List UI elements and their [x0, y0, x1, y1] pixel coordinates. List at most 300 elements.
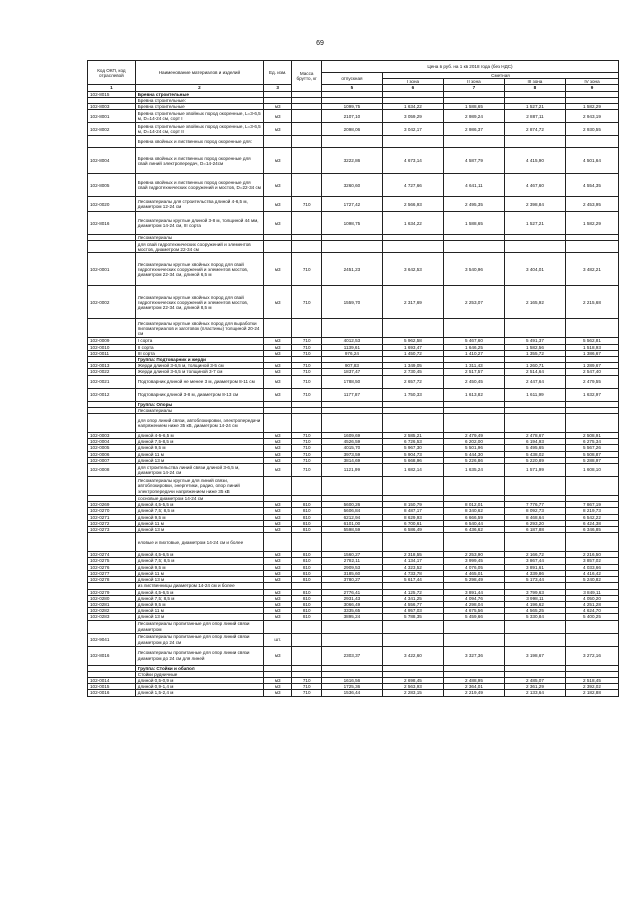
table-row [88, 136, 619, 148]
row-zone-2-price [443, 241, 504, 253]
row-zone-2-price: 5 298,49 [443, 577, 504, 583]
row-unit: м3 [263, 174, 291, 197]
row-name: длиной 7,5-8,5 м [135, 439, 263, 445]
row-code: 102-8015 [88, 91, 136, 97]
row-zone-1-price [382, 533, 443, 552]
row-zone-1-price: 5 668,96 [382, 457, 443, 463]
row-mass [292, 633, 321, 646]
row-zone-2-price: 4 076,05 [443, 564, 504, 570]
row-name: Лесоматериалы круглые хвойных пород для свай гидротехнических сооружений и элементов мостов, диаметром 22-34 см, длиной 6,5 м [135, 253, 263, 286]
row-name: Бревна строительные хвойных пород окоренные, L=3-6,5 м, D=14-24 см, сорт II [135, 123, 263, 136]
row-release-price: 3780,27 [321, 577, 382, 583]
row-unit: м3 [263, 558, 291, 564]
header-code: Код ОКП, код отраслевой [88, 61, 136, 85]
row-release-price: 1727,42 [321, 197, 382, 212]
row-name: длиной 11 м [135, 520, 263, 526]
row-code [88, 319, 136, 338]
row-mass: 810 [292, 558, 321, 564]
row-zone-3-price [504, 136, 565, 148]
row-zone-4-price: 2 518,45 [565, 677, 618, 683]
row-unit: м3 [263, 608, 291, 614]
row-release-price: 6101,00 [321, 520, 382, 526]
row-zone-3-price: 2 447,64 [504, 375, 565, 388]
row-zone-4-price: 4 416,42 [565, 570, 618, 576]
row-name: Группа: Подтоварник и жерди [135, 357, 263, 363]
row-code: 102-0283 [88, 614, 136, 620]
row-mass: 710 [292, 690, 321, 696]
row-zone-1-price: 4 733,78 [382, 570, 443, 576]
row-zone-4-price: 2 392,02 [565, 684, 618, 690]
row-release-price: 2098,06 [321, 123, 382, 136]
row-zone-2-price: 5 226,86 [443, 457, 504, 463]
row-unit [263, 533, 291, 552]
row-name: длиной 0,5-0,9 м [135, 677, 263, 683]
row-zone-4-price: 4 501,64 [565, 148, 618, 174]
header-name: Наименование материалов и изделий [135, 61, 263, 85]
row-zone-3-price: 2 887,11 [504, 110, 565, 123]
table-row [88, 148, 619, 174]
table-row [88, 464, 619, 477]
row-unit: м3 [263, 595, 291, 601]
row-zone-3-price [504, 533, 565, 552]
row-mass: 710 [292, 344, 321, 350]
row-zone-2-price: 2 495,35 [443, 197, 504, 212]
row-name: III сорта [135, 350, 263, 356]
row-zone-3-price: 4 196,62 [504, 601, 565, 607]
row-zone-1-price: 2 657,72 [382, 375, 443, 388]
row-code [88, 414, 136, 433]
row-mass: 810 [292, 514, 321, 520]
row-zone-2-price [443, 136, 504, 148]
row-zone-1-price: 3 042,17 [382, 123, 443, 136]
row-mass [292, 123, 321, 136]
row-unit: шт. [263, 633, 291, 646]
row-unit: м3 [263, 445, 291, 451]
row-zone-4-price [565, 136, 618, 148]
row-name: длиной 4,5-6,5 м [135, 589, 263, 595]
row-release-price [321, 136, 382, 148]
row-unit: м3 [263, 369, 291, 375]
row-name: Стойки рудничные [135, 671, 263, 677]
row-name: Подтоварник длиной 3-8 м, диаметром 8-13 см [135, 388, 263, 401]
row-zone-1-price [382, 620, 443, 633]
row-unit: м3 [263, 350, 291, 356]
row-zone-2-price: 4 298,04 [443, 601, 504, 607]
row-name: Жерди длиной 3-6,5 м толщиной 3-7 см [135, 369, 263, 375]
row-release-price: 3066,49 [321, 601, 382, 607]
row-release-price: 3185,60 [321, 570, 382, 576]
row-zone-4-price: 4 251,28 [565, 601, 618, 607]
table-row [88, 439, 619, 445]
row-code: 102-0001 [88, 253, 136, 286]
row-code: 102-8001 [88, 110, 136, 123]
row-zone-2-price: 6 540,44 [443, 520, 504, 526]
row-code: 102-0276 [88, 564, 136, 570]
row-zone-1-price: 2 318,55 [382, 552, 443, 558]
row-mass: 810 [292, 502, 321, 508]
row-name: Бревна строительные [135, 91, 263, 97]
row-zone-1-price: 1 450,72 [382, 350, 443, 356]
row-zone-2-price: 1 613,82 [443, 388, 504, 401]
row-release-price: 1098,75 [321, 212, 382, 235]
row-name: длиной 13 м [135, 457, 263, 463]
table-row [88, 197, 619, 212]
row-unit: м3 [263, 684, 291, 690]
row-name: Лесоматериалы круглые хвойных пород для свай гидротехнических сооружений и элементов мостов, диаметром 22-34 см, длиной 8,5 м [135, 286, 263, 319]
row-unit: м3 [263, 564, 291, 570]
row-mass: 710 [292, 253, 321, 286]
row-zone-3-price: 1 355,72 [504, 350, 565, 356]
row-zone-1-price: 1 634,22 [382, 212, 443, 235]
row-zone-1-price: 3 059,29 [382, 110, 443, 123]
row-zone-3-price: 5 438,02 [504, 451, 565, 457]
row-release-price: 1616,56 [321, 677, 382, 683]
row-unit: м3 [263, 433, 291, 439]
table-row [88, 174, 619, 197]
row-zone-3-price: 3 867,44 [504, 558, 565, 564]
row-name: Бревна хвойных и лиственных пород окоренные для свай линий электропередач, D=14-24см [135, 148, 263, 174]
row-code: 102-0282 [88, 608, 136, 614]
row-zone-4-price: 5 508,87 [565, 451, 618, 457]
row-name: еловые и пихтовые, диаметром 14-24 см и более [135, 533, 263, 552]
row-mass: 710 [292, 338, 321, 344]
row-zone-3-price: 1 527,21 [504, 104, 565, 110]
row-zone-1-price: 4 125,72 [382, 589, 443, 595]
row-release-price: 3335,65 [321, 608, 382, 614]
table-row [88, 552, 619, 558]
header-zone-4: IV зона [565, 79, 618, 85]
row-code [88, 136, 136, 148]
table-row [88, 633, 619, 646]
table-body [88, 91, 619, 696]
row-zone-3-price: 2 165,92 [504, 286, 565, 319]
row-zone-4-price: 1 518,93 [565, 344, 618, 350]
row-code: 102-0022 [88, 369, 136, 375]
row-zone-3-price: 4 415,90 [504, 148, 565, 174]
row-zone-1-price: 1 634,22 [382, 104, 443, 110]
row-code: 102-0269 [88, 502, 136, 508]
row-zone-3-price: 3 198,67 [504, 646, 565, 665]
table-row [88, 212, 619, 235]
row-mass: 710 [292, 451, 321, 457]
row-zone-3-price [504, 241, 565, 253]
row-zone-2-price: 2 253,07 [443, 286, 504, 319]
row-name: длиной 9,5 м [135, 445, 263, 451]
row-zone-2-price: 4 675,56 [443, 608, 504, 614]
row-release-price: 1139,61 [321, 344, 382, 350]
row-zone-3-price: 1 571,99 [504, 464, 565, 477]
row-mass [292, 533, 321, 552]
row-name: длиной 7,5; 8,5 м [135, 508, 263, 514]
row-name: Лесоматериалы круглые длиной 3-8 м, толщиной 44 мм, диаметром 14-24 см, III сорта [135, 212, 263, 235]
row-mass: 710 [292, 445, 321, 451]
row-zone-1-price: 5 904,73 [382, 451, 443, 457]
row-zone-3-price: 2 361,29 [504, 684, 565, 690]
row-zone-1-price [382, 633, 443, 646]
row-zone-3-price [504, 414, 565, 433]
col-number: 9 [565, 85, 618, 91]
row-zone-1-price: 2 698,45 [382, 677, 443, 683]
row-name: Лесоматериалы [135, 407, 263, 413]
row-zone-2-price: 2 488,95 [443, 677, 504, 683]
row-name: Лесоматериалы для строительства длиной 4-6,5 м, диаметром 12-24 см [135, 197, 263, 212]
row-unit: м3 [263, 338, 291, 344]
col-number: 8 [504, 85, 565, 91]
row-zone-4-price: 6 346,85 [565, 527, 618, 533]
row-release-price: 1788,50 [321, 375, 382, 388]
row-zone-4-price: 2 508,91 [565, 433, 618, 439]
row-zone-1-price: 6 700,61 [382, 520, 443, 526]
row-zone-1-price: 2 585,21 [382, 433, 443, 439]
row-name: длиной 11 м [135, 451, 263, 457]
row-name: длиной 0,9-1,4 м [135, 684, 263, 690]
row-code: 102-0007 [88, 457, 136, 463]
row-unit: м3 [263, 508, 291, 514]
row-name: Подтоварник длиной не менее 3 м, диаметром 8-11 см [135, 375, 263, 388]
row-zone-2-price: 1 646,25 [443, 344, 504, 350]
row-code: 102-0012 [88, 388, 136, 401]
row-unit: м3 [263, 690, 291, 696]
row-mass: 810 [292, 508, 321, 514]
row-zone-4-price: 1 386,67 [565, 350, 618, 356]
row-name: Бревна хвойных и лиственных пород окоренные для: [135, 136, 263, 148]
row-zone-1-price: 8 150,79 [382, 502, 443, 508]
table-row [88, 595, 619, 601]
row-release-price: 2931,43 [321, 595, 382, 601]
row-name: Лесоматериалы пропитанные для опор линии связи диаметром до 24 см для линей [135, 646, 263, 665]
row-name: длиной 11 м [135, 570, 263, 576]
row-unit: м3 [263, 375, 291, 388]
row-zone-1-price: 3 642,53 [382, 253, 443, 286]
row-zone-4-price: 3 857,02 [565, 558, 618, 564]
row-zone-1-price: 4 323,52 [382, 564, 443, 570]
row-release-price: 2451,23 [321, 253, 382, 286]
row-name: Бревна строительные: [135, 97, 263, 103]
row-release-price [321, 477, 382, 496]
table-row [88, 677, 619, 683]
row-unit [263, 319, 291, 338]
row-code: 102-0280 [88, 595, 136, 601]
row-code: 102-0013 [88, 363, 136, 369]
row-mass [292, 620, 321, 633]
row-mass [292, 174, 321, 197]
row-zone-4-price [565, 633, 618, 646]
row-code: 102-0009 [88, 338, 136, 344]
row-unit [263, 414, 291, 433]
row-release-price: 3973,59 [321, 451, 382, 457]
row-release-price: 5598,59 [321, 527, 382, 533]
row-zone-2-price [443, 620, 504, 633]
row-name: длиной 11 м [135, 608, 263, 614]
row-zone-4-price: 1 582,29 [565, 104, 618, 110]
row-mass: 710 [292, 197, 321, 212]
row-mass: 810 [292, 577, 321, 583]
row-zone-4-price: 2 216,50 [565, 552, 618, 558]
row-zone-3-price: 1 611,99 [504, 388, 565, 401]
row-zone-1-price [382, 319, 443, 338]
row-unit: м3 [263, 439, 291, 445]
row-mass: 810 [292, 589, 321, 595]
row-name: длиной 9,5 м [135, 601, 263, 607]
row-name: Лесоматериалы пропитанные для опор линий связи диаметром до 24 см [135, 633, 263, 646]
row-zone-2-price [443, 414, 504, 433]
row-zone-2-price [443, 533, 504, 552]
row-zone-3-price: 5 491,37 [504, 338, 565, 344]
row-unit: м3 [263, 527, 291, 533]
row-release-price: 1559,70 [321, 286, 382, 319]
row-name: Группа: Опоры [135, 401, 263, 407]
row-mass: 710 [292, 464, 321, 477]
row-zone-4-price: 2 547,40 [565, 369, 618, 375]
row-name: длиной 13 м [135, 614, 263, 620]
row-zone-4-price: 2 453,95 [565, 197, 618, 212]
row-zone-3-price: 5 220,89 [504, 457, 565, 463]
table-row [88, 433, 619, 439]
row-mass: 710 [292, 369, 321, 375]
row-name: длиной 13 м [135, 577, 263, 583]
row-mass [292, 319, 321, 338]
row-zone-1-price [382, 414, 443, 433]
table-row [88, 684, 619, 690]
col-number: 3 [263, 85, 291, 91]
row-name: длиной 1,5-2,4 м [135, 690, 263, 696]
row-name: Бревна строительные [135, 104, 263, 110]
table-row [88, 363, 619, 369]
row-release-price: 4526,59 [321, 439, 382, 445]
row-release-price: 4012,53 [321, 338, 382, 344]
row-zone-3-price: 6 293,20 [504, 520, 565, 526]
row-name: Лесоматериалы круглые хвойных пород для выработки пиломатериалов и заготовок (пластины) толщиной 20-24 см [135, 319, 263, 338]
row-unit: м3 [263, 253, 291, 286]
row-release-price: 5606,84 [321, 508, 382, 514]
row-release-price: 1560,27 [321, 552, 382, 558]
row-mass: 810 [292, 608, 321, 614]
row-zone-3-price [504, 633, 565, 646]
header-estimate: Сметная [382, 73, 618, 79]
row-zone-4-price [565, 414, 618, 433]
row-release-price: 6212,94 [321, 514, 382, 520]
row-release-price: 1609,69 [321, 433, 382, 439]
row-zone-4-price: 4 050,20 [565, 595, 618, 601]
row-zone-3-price: 2 398,84 [504, 197, 565, 212]
row-zone-3-price: 1 527,21 [504, 212, 565, 235]
row-zone-2-price: 3 891,44 [443, 589, 504, 595]
row-zone-3-price: 4 339,86 [504, 570, 565, 576]
row-unit: м3 [263, 677, 291, 683]
row-unit: м3 [263, 457, 291, 463]
row-code: 102-0279 [88, 589, 136, 595]
header-zone-2: II зона [443, 79, 504, 85]
row-code: 102-0008 [88, 464, 136, 477]
row-mass [292, 148, 321, 174]
row-code: 102-0275 [88, 558, 136, 564]
row-zone-1-price: 1 693,47 [382, 344, 443, 350]
row-name: Группа: Стойки и обапол [135, 665, 263, 671]
row-zone-2-price: 2 364,01 [443, 684, 504, 690]
row-unit: м3 [263, 110, 291, 123]
table-row [88, 646, 619, 665]
row-zone-4-price: 5 567,26 [565, 445, 618, 451]
row-zone-1-price [382, 477, 443, 496]
row-zone-3-price: 5 330,84 [504, 614, 565, 620]
row-unit: м3 [263, 286, 291, 319]
row-zone-3-price: 5 173,44 [504, 577, 565, 583]
row-zone-2-price: 2 479,49 [443, 433, 504, 439]
row-code [88, 241, 136, 253]
row-zone-3-price: 2 485,07 [504, 677, 565, 683]
row-code [88, 477, 136, 496]
table-row [88, 369, 619, 375]
row-mass [292, 212, 321, 235]
table-row [88, 589, 619, 595]
row-name: длиной 9,5 м [135, 564, 263, 570]
row-zone-1-price [382, 136, 443, 148]
row-code: 102-0005 [88, 445, 136, 451]
row-mass [292, 136, 321, 148]
row-zone-4-price: 1 582,29 [565, 212, 618, 235]
header-zone-3: III зона [504, 79, 565, 85]
row-release-price: 2776,41 [321, 589, 382, 595]
row-release-price: 3895,24 [321, 614, 382, 620]
header-release: отпускная [321, 73, 382, 85]
table-row [88, 110, 619, 123]
table-row [88, 388, 619, 401]
row-name: Лесоматериалы пропитанные для опор линий связи диаметром [135, 620, 263, 633]
row-mass: 710 [292, 684, 321, 690]
header-zone-1: I зона [382, 79, 443, 85]
row-release-price: 1177,87 [321, 388, 382, 401]
table-row [88, 620, 619, 633]
row-zone-1-price: 4 957,03 [382, 608, 443, 614]
row-release-price: 1536,44 [321, 690, 382, 696]
row-unit: м3 [263, 388, 291, 401]
row-zone-2-price: 3 327,36 [443, 646, 504, 665]
row-mass: 810 [292, 595, 321, 601]
row-mass: 710 [292, 286, 321, 319]
row-zone-4-price: 3 849,11 [565, 589, 618, 595]
row-zone-1-price: 1 750,33 [382, 388, 443, 401]
row-unit: м3 [263, 520, 291, 526]
row-name: длиной 4,5-6,5 м [135, 552, 263, 558]
row-name: Бревна строительные хвойных пород окоренные, L=3-6,5 м, D=14-24 см, сорт I [135, 110, 263, 123]
row-code: 102-0004 [88, 439, 136, 445]
row-unit: м3 [263, 514, 291, 520]
row-zone-2-price: 6 666,59 [443, 514, 504, 520]
row-release-price: 1121,99 [321, 464, 382, 477]
row-name: I сорта [135, 338, 263, 344]
row-mass: 810 [292, 527, 321, 533]
row-release-price: 3222,86 [321, 148, 382, 174]
row-code [88, 620, 136, 633]
row-name: Бревна хвойных и лиственных пород окоренные для свай гидротехнических сооружений и мостов, D=22-34 см [135, 174, 263, 197]
row-unit: м3 [263, 589, 291, 595]
row-zone-3-price: 5 495,65 [504, 445, 565, 451]
row-zone-1-price [382, 241, 443, 253]
row-code: 102-8004 [88, 148, 136, 174]
row-code: 102-0016 [88, 690, 136, 696]
row-zone-1-price: 4 673,14 [382, 148, 443, 174]
row-zone-2-price: 4 094,76 [443, 595, 504, 601]
row-unit: м3 [263, 363, 291, 369]
row-mass: 710 [292, 433, 321, 439]
row-zone-2-price: 1 410,27 [443, 350, 504, 356]
row-name: длиной 9,5 м [135, 514, 263, 520]
row-zone-4-price [565, 241, 618, 253]
row-zone-3-price: 1 582,56 [504, 344, 565, 350]
row-code: 102-0273 [88, 527, 136, 533]
row-zone-3-price: 7 776,77 [504, 502, 565, 508]
row-zone-2-price: 8 340,62 [443, 508, 504, 514]
